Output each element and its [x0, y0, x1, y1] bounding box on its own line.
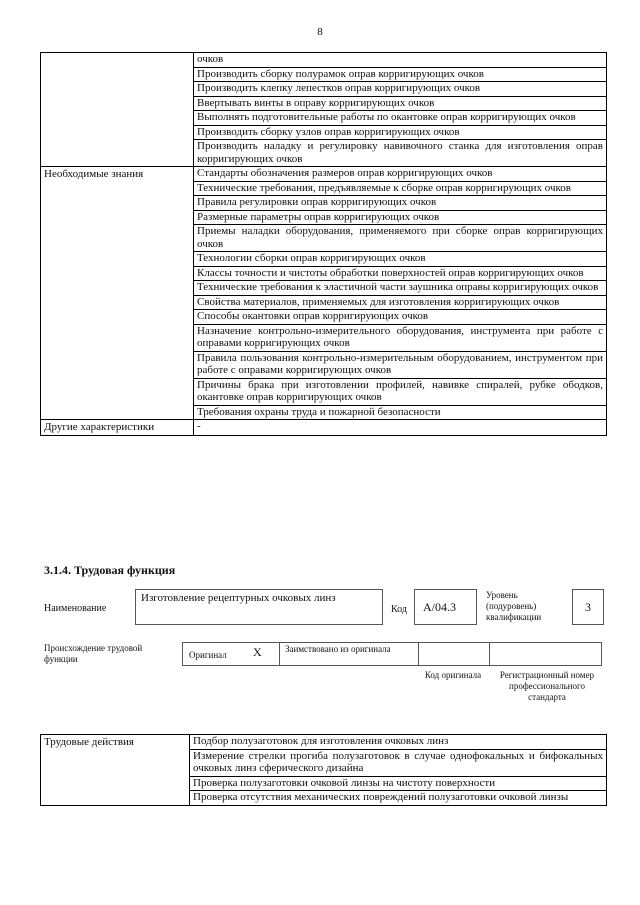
- reg-number-cell: [490, 643, 602, 665]
- original-cell: [183, 643, 280, 665]
- function-name-box: [135, 589, 383, 625]
- table-cell: Технологии сборки оправ корригирующих очков: [194, 252, 607, 267]
- code-label: Код: [391, 604, 407, 615]
- table-cell: Правила пользования контрольно-измерительным оборудованием, инструментом при работе с оправами корригирующих очков: [194, 351, 607, 378]
- original-mark: X: [253, 645, 262, 659]
- table-cell: Размерные параметры оправ корригирующих очков: [194, 210, 607, 225]
- code-value: А/04.3: [423, 600, 456, 614]
- table-cell: Технические требования к эластичной части заушника оправы корригирующих очков: [194, 281, 607, 296]
- table-cell: Приемы наладки оборудования, применяемого при сборке оправ корригирующих очков: [194, 225, 607, 252]
- code-original-caption: Код оригинала: [424, 670, 482, 680]
- table-cell: Производить сборку полурамок оправ корригирующих очков: [194, 67, 607, 82]
- name-label: Наименование: [44, 603, 107, 614]
- table-cell: Стандарты обозначения размеров оправ корригирующих очков: [194, 167, 607, 182]
- level-box: [572, 589, 604, 625]
- level-label: Уровень (подуровень) квалификации: [486, 590, 542, 622]
- table-cell: Свойства материалов, применяемых для изготовления корригирующих очков: [194, 295, 607, 310]
- code-box: [414, 589, 477, 625]
- table-cell: Производить сборку узлов оправ корригирующих очков: [194, 125, 607, 140]
- row-group-label: Другие характеристики: [41, 420, 194, 436]
- table-row: [41, 420, 607, 436]
- table-cell: Проверка полузаготовки очковой линзы на чистоту поверхности: [190, 776, 607, 791]
- table-cell: Измерение стрелки прогиба полузаготовок в случае однофокальных и бифокальных очковых линз сферического дизайна: [190, 749, 607, 776]
- reg-number-caption: Регистрационный номер профессионального стандарта: [499, 670, 595, 702]
- skills-knowledge-table: [40, 52, 607, 436]
- row-group-label: [41, 53, 194, 167]
- row-group-label: Необходимые знания: [41, 167, 194, 420]
- table-cell: Назначение контрольно-измерительного оборудования, инструмента при работе с оправами корригирующих очков: [194, 324, 607, 351]
- table-cell: Классы точности и чистоты обработки поверхностей оправ корригирующих очков: [194, 266, 607, 281]
- row-group-label: Трудовые действия: [41, 735, 190, 806]
- table-cell: очков: [194, 53, 607, 68]
- table-cell: Технические требования, предъявляемые к сборке оправ корригирующих очков: [194, 181, 607, 196]
- table-cell: Выполнять подготовительные работы по окантовке оправ корригирующих очков: [194, 111, 607, 126]
- table-cell: Причины брака при изготовлении профилей, навивке спиралей, рубке ободков, окантовке оправ корригирующих очков: [194, 378, 607, 405]
- table-row: [41, 167, 607, 182]
- borrowed-cell: [280, 643, 419, 665]
- function-name-value: Изготовление рецептурных очковых линз: [141, 592, 336, 604]
- table-row: [41, 53, 607, 68]
- table-cell: Производить наладку и регулировку навивочного станка для изготовления оправ корригирующих очков: [194, 140, 607, 167]
- table-cell: Способы окантовки оправ корригирующих очков: [194, 310, 607, 325]
- table-cell: Требования охраны труда и пожарной безопасности: [194, 405, 607, 420]
- table-cell: -: [194, 420, 607, 436]
- table-cell: Производить клепку лепестков оправ корригирующих очков: [194, 82, 607, 97]
- origin-row: [182, 642, 602, 666]
- origin-label: Происхождение трудовой функции: [44, 643, 143, 664]
- origin-code-cell: [419, 643, 490, 665]
- table-cell: Подбор полузаготовок для изготовления очковых линз: [190, 735, 607, 750]
- original-label: Оригинал: [189, 650, 227, 660]
- level-value: 3: [585, 600, 591, 614]
- page-number: 8: [317, 26, 323, 38]
- work-actions-table: [40, 734, 607, 806]
- table-cell: Ввертывать винты в оправу корригирующих очков: [194, 96, 607, 111]
- table-row: [41, 735, 607, 750]
- section-title: 3.1.4. Трудовая функция: [44, 563, 176, 577]
- borrowed-label: Заимствовано из оригинала: [285, 644, 391, 654]
- table-cell: Проверка отсутствия механических повреждений полузаготовки очковой линзы: [190, 791, 607, 806]
- table-cell: Правила регулировки оправ корригирующих очков: [194, 196, 607, 211]
